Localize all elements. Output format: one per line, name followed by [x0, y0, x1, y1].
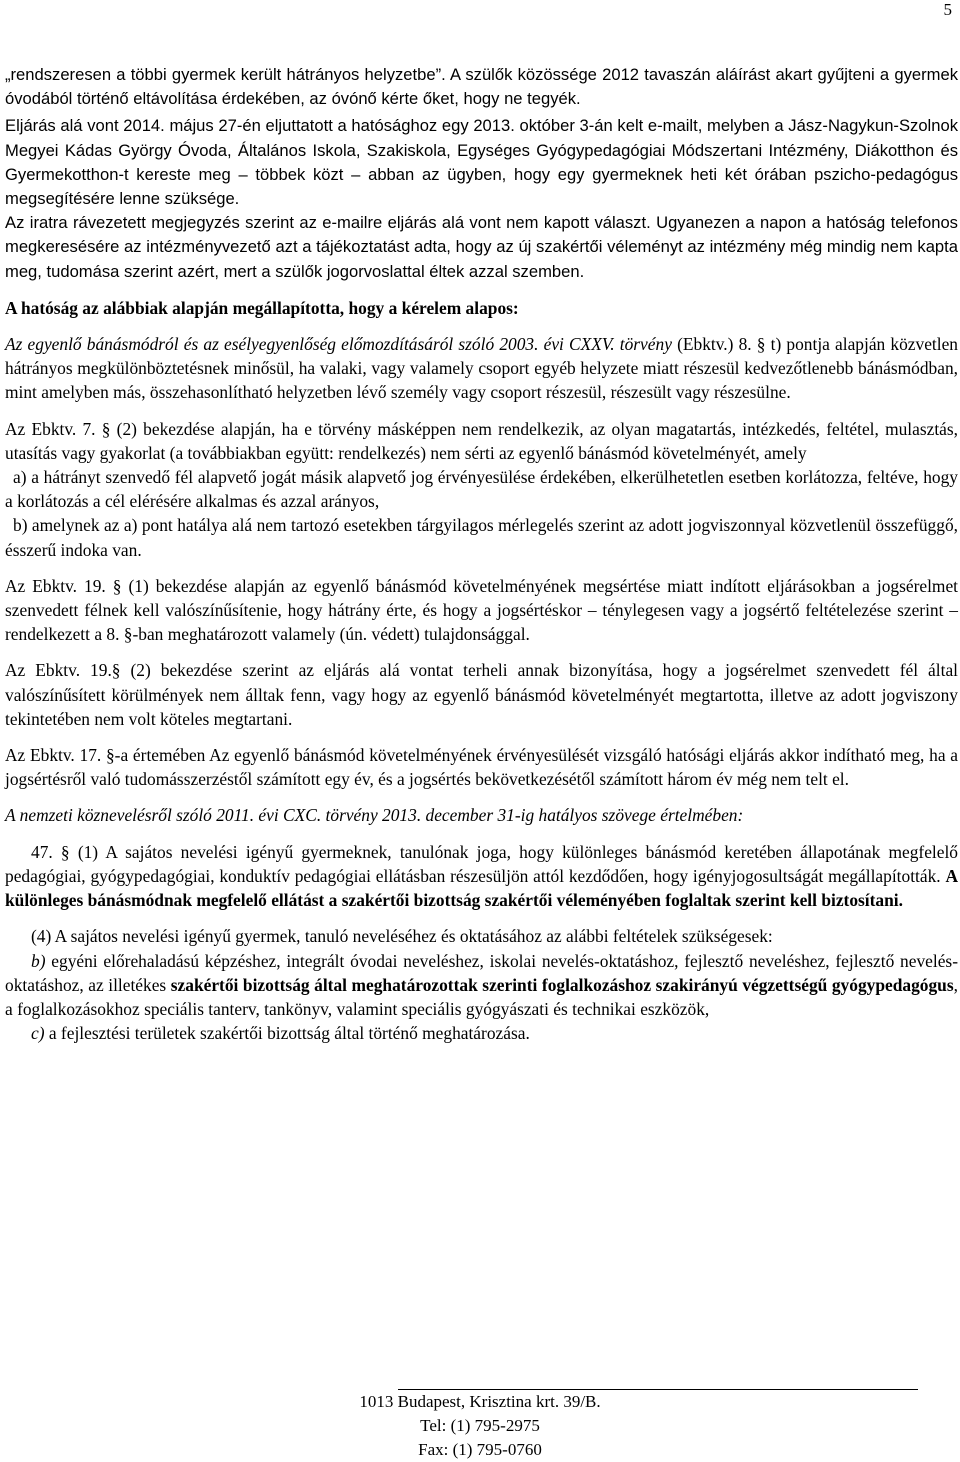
- ebktv-definition: (Ebktv.) 8. § t) pontja alapján közvetlen hátrányos megkülönböztetésnek minősül, ha valaki, vagy valamely csoport egyéb helyzete miatt részesül kedvezőtlenebb bánásmódban, mint amelyben más, összehasonlítható helyzetben lévő személy vagy csoport részesül, részesült vagy részesülne.: [5, 334, 959, 403]
- paragraph-nkt-47-1: 47. § (1) A sajátos nevelési igényű gyermeknek, tanulónak joga, hogy különleges bánásmód keretében állapotának megfelelő pedagógiai, gyógypedagógiai, konduktív pedagógiai ellátásban részesüljön attól kezdődően, hogy igényjogosultságát megállapították. A különleges bánásmódnak megfelelő ellátást a szakértői bizottság szakértői véleményében foglaltak szerint kell biztosítani.: [5, 841, 958, 911]
- paragraph-ebktv-7-b: b) amelynek az a) pont hatálya alá nem tartozó esetekben tárgyilagos mérlegelés szerint az adott jogviszonnyal közvetlenül összefüggő, ésszerű indoka van.: [5, 515, 958, 560]
- paragraph-ebktv-8: [5, 332, 958, 405]
- paragraph-ebktv-7: Az Ebktv. 7. § (2) bekezdése alapján, ha e törvény másképpen nem rendelkezik, az olyan magatartás, intézkedés, feltétel, mulasztás, utasítás vagy gyakorlat (a továbbiakban együtt: rendelkezés) nem sérti az egyenlő bánásmód követelményét, amely: [5, 418, 958, 463]
- reply-note: Az iratra rávezetett megjegyzés szerint az e-mailre eljárás alá vont nem kapott választ.: [5, 213, 651, 233]
- ebktv-title: Az egyenlő bánásmódról és az esélyegyenlőség előmozdításáról szóló 2003. évi CXXV. törvény: [5, 334, 672, 355]
- footer-address: 1013 Budapest, Krisztina krt. 39/B.: [359, 1392, 601, 1411]
- paragraph-nkt-47-4-c: c) a fejlesztési területek szakértői bizottság által történő meghatározása.: [31, 1023, 530, 1044]
- paragraph-nkt-47-4: (4) A sajátos nevelési igényű gyermek, tanuló neveléséhez és oktatásához az alábbi feltételek szükségesek:: [31, 926, 773, 947]
- heading-findings: A hatóság az alábbiak alapján megállapította, hogy a kérelem alapos:: [5, 297, 519, 318]
- paragraph-nkt-47-4-b: b) egyéni előrehaladású képzéshez, integrált óvodai neveléshez, iskolai nevelés-oktatáshoz, fejlesztő neveléshez, fejlesztő nevelés-oktatáshoz, az illetékes szakértői bizottság által meghatározottak szerinti foglalkozáshoz szakirányú végzettségű gyógypedagógus, a foglalkozásokhoz speciális tanterv, tankönyv, valamint speciális gyógyászati és technikai eszközök,: [5, 950, 958, 1019]
- paragraph-intro: „rendszeresen a többi gyermek került hátrányos helyzetbe”. A szülők közössége 2012 tavaszán aláírást akart gyűjteni a gyermek óvodából történő eltávolítása érdekében, az óvónő kérte őket, hogy ne tegyék.: [5, 65, 958, 109]
- reply-phone: Ugyanezen a napon a hatóság telefonos megkeresésére az intézményvezető azt a tájékoztatást adta, hogy az új szakértői véleményt az intézmény még mindig nem kapta meg, tudomása szerint azért, mert a szülők jogorvoslattal éltek azzal szemben.: [5, 213, 958, 281]
- page-number: 5: [943, 0, 952, 19]
- paragraph-email: Eljárás alá vont 2014. május 27-én eljuttatott a hatósághoz egy 2013. október 3-án kelt e-mailt, melyben a Jász-Nagykun-Szolnok Megyei Kádas György Óvoda, Általános Iskola, Szakiskola, Egységes Gyógypedagógiai Módszertani Intézmény, Diákotthon és Gyermekotthon-t kereste meg – többek közt – abban az ügyben, hogy egy gyermeknek heti két órában pszicho-pedagógus megsegítésére lenne szüksége.: [5, 116, 958, 209]
- footer-fax: Fax: (1) 795-0760: [418, 1440, 542, 1459]
- footer: [300, 1390, 660, 1462]
- paragraph-ebktv-17: Az Ebktv. 17. §-a értemében Az egyenlő bánásmód követelményének érvényesülését vizsgáló hatósági eljárás akkor indítható meg, ha a jogsértésről való tudomásszerzéstől számított egy év, és a jogsértés bekövetkezésétől számított három év még nem telt el.: [5, 745, 958, 790]
- paragraph-reply: [5, 211, 958, 284]
- nkt-title: A nemzeti köznevelésről szóló 2011. évi CXC. törvény 2013. december 31-ig hatályos szövege értelmében:: [5, 805, 744, 826]
- paragraph-ebktv-19-1: Az Ebktv. 19. § (1) bekezdése alapján az egyenlő bánásmód követelményének megsértése miatt indított eljárásokban a jogsérelmet szenvedett félnek kell valószínűsítenie, hogy hátrány érte, és hogy a jogsértéskor – ténylegesen vagy a jogsértő feltételezése szerint – rendelkezett a 8. §-ban meghatározott valamely (ún. védett) tulajdonsággal.: [5, 575, 958, 645]
- footer-tel: Tel: (1) 795-2975: [420, 1416, 540, 1435]
- paragraph-ebktv-7-a: a) a hátrányt szenvedő fél alapvető jogát másik alapvető jog érvényesülése érdekében, elkerülhetetlen esetben korlátozza, feltéve, hogy a korlátozás a cél elérésére alkalmas és azzal arányos,: [5, 467, 958, 512]
- paragraph-ebktv-19-2: Az Ebktv. 19.§ (2) bekezdése szerint az eljárás alá vontat terheli annak bizonyítása, hogy a jogsérelmet szenvedett fél által valószínűsített körülmények nem álltak fenn, vagy hogy az egyenlő bánásmód követelményét megtartotta, illetve az adott jogviszony tekintetében nem volt köteles megtartani.: [5, 660, 958, 729]
- document-body: [5, 63, 958, 1045]
